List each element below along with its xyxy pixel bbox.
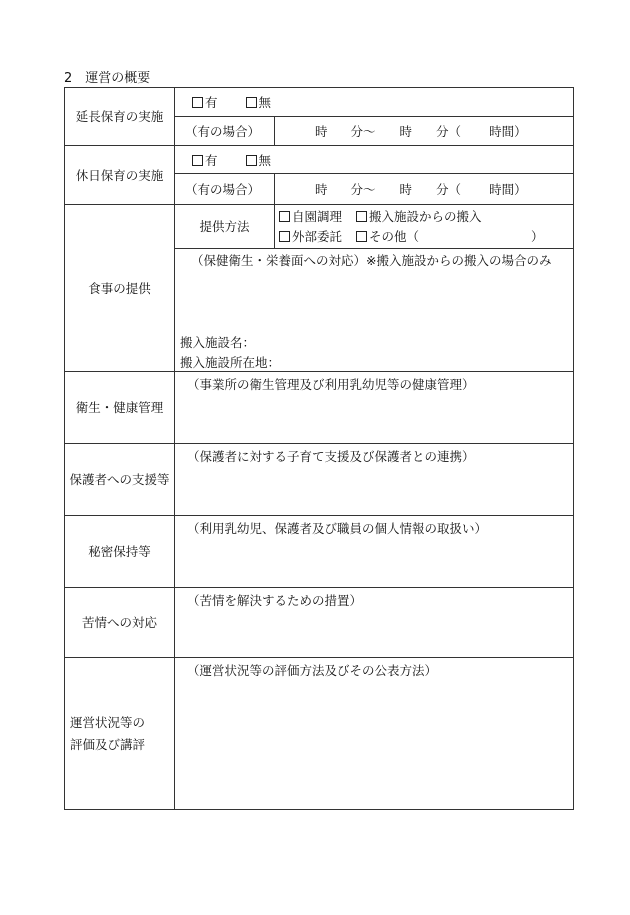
holiday-care-checkboxes bbox=[175, 146, 574, 174]
extended-care-time-range[interactable]: 時 分～ 時 分（ 時間） bbox=[275, 117, 574, 146]
holiday-care-time-range[interactable]: 時 分～ 時 分（ 時間） bbox=[275, 174, 574, 205]
checkbox-icon[interactable] bbox=[192, 155, 203, 166]
extended-care-checkboxes bbox=[175, 88, 574, 117]
extended-care-no[interactable]: 無 bbox=[246, 95, 272, 110]
complaints-prompt: （苦情を解決するための措置） bbox=[187, 593, 363, 608]
extended-care-if-yes: （有の場合） bbox=[175, 117, 275, 146]
meal-option-other[interactable]: その他（ bbox=[356, 229, 419, 244]
complaints-label: 苦情への対応 bbox=[65, 588, 175, 658]
checkbox-icon[interactable] bbox=[279, 211, 290, 222]
checkbox-icon[interactable] bbox=[356, 231, 367, 242]
hygiene-answer-area[interactable] bbox=[175, 372, 574, 444]
checkbox-icon[interactable] bbox=[356, 211, 367, 222]
checkbox-icon[interactable] bbox=[246, 97, 257, 108]
confidentiality-answer-area[interactable] bbox=[175, 516, 574, 588]
holiday-care-no[interactable]: 無 bbox=[246, 153, 272, 168]
meal-option-in-house[interactable]: 自園調理 bbox=[279, 209, 342, 224]
section-title: 2 運営の概要 bbox=[64, 71, 151, 86]
confidentiality-label: 秘密保持等 bbox=[65, 516, 175, 588]
holiday-care-if-yes: （有の場合） bbox=[175, 174, 275, 205]
meal-method-options: 自園調理 搬入施設からの搬入 外部委託 その他（ ） bbox=[275, 205, 574, 249]
operation-overview-table bbox=[64, 87, 574, 810]
meal-health-area[interactable] bbox=[175, 249, 574, 372]
facility-address-label: 搬入施設所在地： bbox=[180, 355, 281, 370]
meal-option-outsourced[interactable]: 外部委託 bbox=[279, 229, 342, 244]
extended-care-label: 延長保育の実施 bbox=[65, 88, 175, 146]
complaints-answer-area[interactable] bbox=[175, 588, 574, 658]
facility-name-label: 搬入施設名： bbox=[180, 335, 256, 350]
support-label: 保護者への支援等 bbox=[65, 444, 175, 516]
meal-label: 食事の提供 bbox=[65, 205, 175, 372]
evaluation-label: 運営状況等の 評価及び講評 bbox=[65, 658, 175, 810]
evaluation-prompt: （運営状況等の評価方法及びその公表方法） bbox=[187, 663, 438, 678]
meal-method-label: 提供方法 bbox=[175, 205, 275, 249]
extended-care-yes[interactable]: 有 bbox=[192, 95, 218, 110]
holiday-care-yes[interactable]: 有 bbox=[192, 153, 218, 168]
meal-option-delivered[interactable]: 搬入施設からの搬入 bbox=[356, 209, 482, 224]
checkbox-icon[interactable] bbox=[279, 231, 290, 242]
confidentiality-prompt: （利用乳幼児、保護者及び職員の個人情報の取扱い） bbox=[187, 521, 488, 536]
holiday-care-label: 休日保育の実施 bbox=[65, 146, 175, 205]
evaluation-answer-area[interactable] bbox=[175, 658, 574, 810]
meal-health-note: （保健衛生・栄養面への対応）※搬入施設からの搬入の場合のみ bbox=[191, 253, 552, 268]
support-answer-area[interactable] bbox=[175, 444, 574, 516]
support-prompt: （保護者に対する子育て支援及び保護者との連携） bbox=[187, 449, 475, 464]
checkbox-icon[interactable] bbox=[192, 97, 203, 108]
checkbox-icon[interactable] bbox=[246, 155, 257, 166]
hygiene-label: 衛生・健康管理 bbox=[65, 372, 175, 444]
hygiene-prompt: （事業所の衛生管理及び利用乳幼児等の健康管理） bbox=[187, 377, 475, 392]
